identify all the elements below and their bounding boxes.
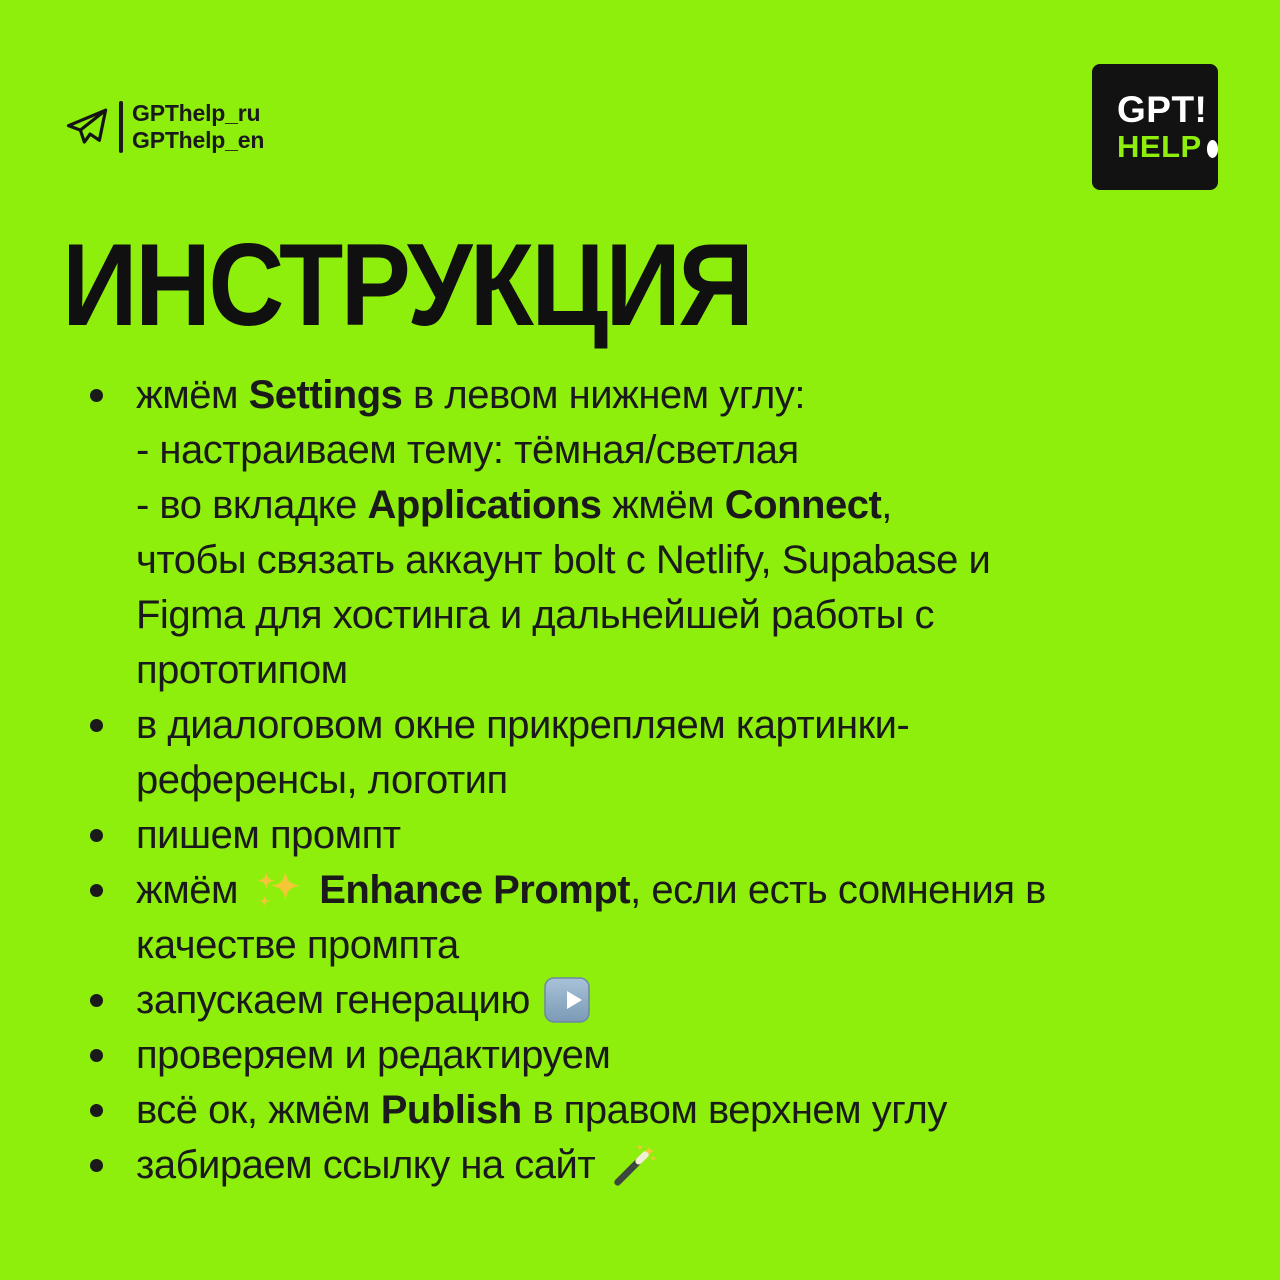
bullet-dot (90, 994, 103, 1007)
logo-dot (1207, 140, 1218, 158)
text-segment: Connect (724, 483, 882, 527)
text-segment: в правом верхнем углу (521, 1088, 947, 1132)
text-segment: , (881, 483, 892, 527)
bullet-dot (90, 884, 103, 897)
instruction-line (136, 698, 1226, 753)
instruction-line (136, 643, 1226, 698)
instruction-line (136, 368, 1226, 423)
text-segment: жмём (136, 373, 249, 417)
instruction-line (136, 423, 1226, 478)
page-title: ИНСТРУКЦИЯ (62, 219, 752, 350)
bullet-dot (90, 1159, 103, 1172)
bullet-dot (90, 719, 103, 732)
instruction-line (136, 1138, 1226, 1193)
text-segment: - настраиваем тему: тёмная/светлая (136, 428, 799, 472)
telegram-handle-ru: GPThelp_ru (132, 100, 261, 126)
bullet-dot (90, 829, 103, 842)
instruction-line (136, 753, 1226, 808)
text-segment: запускаем генерацию (136, 978, 541, 1022)
instruction-line (136, 973, 1226, 1028)
instruction-line (136, 863, 1226, 918)
text-segment: Settings (248, 373, 403, 417)
gpthelp-logo (1092, 64, 1218, 190)
text-segment: прототипом (136, 648, 348, 692)
divider (119, 101, 123, 153)
text-segment: забираем ссылку на сайт (136, 1143, 606, 1187)
text-segment: пишем промпт (136, 813, 401, 857)
text-segment: в диалоговом окне прикрепляем картинки- (136, 703, 910, 747)
bullet-dot (90, 389, 103, 402)
sparkles-icon (253, 865, 305, 913)
text-segment: , если есть сомнения в (630, 868, 1046, 912)
text-segment: Figma для хостинга и дальнейшей работы с (136, 593, 934, 637)
instruction-line (136, 918, 1226, 973)
arrow-right-icon (544, 977, 590, 1023)
text-segment: Publish (380, 1088, 522, 1132)
telegram-icon (64, 104, 110, 150)
instruction-line (136, 588, 1226, 643)
text-segment: - во вкладке (136, 483, 368, 527)
instruction-line (136, 533, 1226, 588)
text-segment: Applications (367, 483, 602, 527)
text-segment: жмём (136, 868, 249, 912)
text-segment: проверяем и редактируем (136, 1033, 611, 1077)
text-segment (309, 868, 320, 912)
telegram-handle-en: GPThelp_en (132, 127, 265, 153)
instructions-list (136, 368, 1226, 1193)
text-segment: Enhance Prompt (319, 868, 631, 912)
text-segment: чтобы связать аккаунт bolt с Netlify, Supabase и (136, 538, 991, 582)
logo-text-help: HELP (1117, 128, 1202, 164)
logo-text-gpt: GPT! (1117, 88, 1208, 130)
telegram-handles-block (64, 100, 264, 154)
text-segment: качестве промпта (136, 923, 459, 967)
magic-wand-icon (610, 1142, 656, 1188)
instruction-line (136, 808, 1226, 863)
instruction-line (136, 1028, 1226, 1083)
text-segment: в левом нижнем углу: (402, 373, 805, 417)
instruction-line (136, 478, 1226, 533)
bullet-dot (90, 1049, 103, 1062)
text-segment: референсы, логотип (136, 758, 508, 802)
text-segment: всё ок, жмём (136, 1088, 381, 1132)
text-segment: жмём (601, 483, 725, 527)
instruction-line (136, 1083, 1226, 1138)
bullet-dot (90, 1104, 103, 1117)
